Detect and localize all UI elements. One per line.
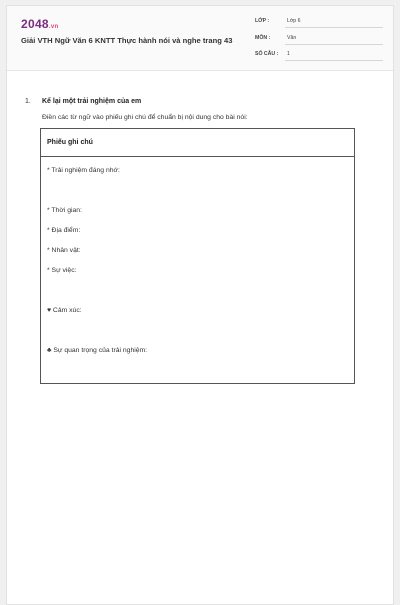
note-item-memorable-experience: * Trải nghiệm đáng nhớ: (47, 167, 120, 174)
meta-subject-label: MÔN : (255, 35, 271, 41)
note-item-place: * Địa điểm: (47, 227, 81, 234)
page-title: Giải VTH Ngữ Văn 6 KNTT Thực hành nói và nghe trang 43 (21, 36, 233, 45)
question-instruction: Điền các từ ngữ vào phiếu ghi chú để chuẩn bị nội dung cho bài nói: (42, 114, 248, 121)
note-card-header (41, 129, 354, 157)
note-item-events: * Sự việc: (47, 267, 77, 274)
note-item-time: * Thời gian: (47, 207, 82, 214)
meta-subject-value: Văn (285, 35, 383, 45)
note-item-characters: * Nhân vật: (47, 247, 81, 254)
question-title: Kể lại một trải nghiệm của em (42, 98, 142, 105)
meta-class (255, 18, 385, 30)
meta-question-count (255, 51, 385, 63)
meta-class-value: Lớp 6 (285, 18, 383, 28)
meta-question-count-value: 1 (285, 51, 383, 61)
document-header (7, 6, 393, 71)
logo-text: 2048 (21, 17, 49, 31)
site-logo[interactable] (21, 17, 58, 31)
note-card (40, 128, 355, 384)
logo-suffix: .vn (48, 24, 59, 30)
meta-class-label: LỚP : (255, 18, 270, 24)
document-page (6, 5, 394, 605)
meta-subject (255, 35, 385, 47)
meta-question-count-label: SỐ CÂU : (255, 51, 279, 57)
note-card-title: Phiếu ghi chú (47, 139, 93, 146)
note-item-importance: ♣ Sự quan trọng của trải nghiệm: (47, 347, 148, 354)
note-item-feelings: ♥ Cảm xúc: (47, 307, 82, 314)
question-number: 1. (25, 98, 31, 105)
